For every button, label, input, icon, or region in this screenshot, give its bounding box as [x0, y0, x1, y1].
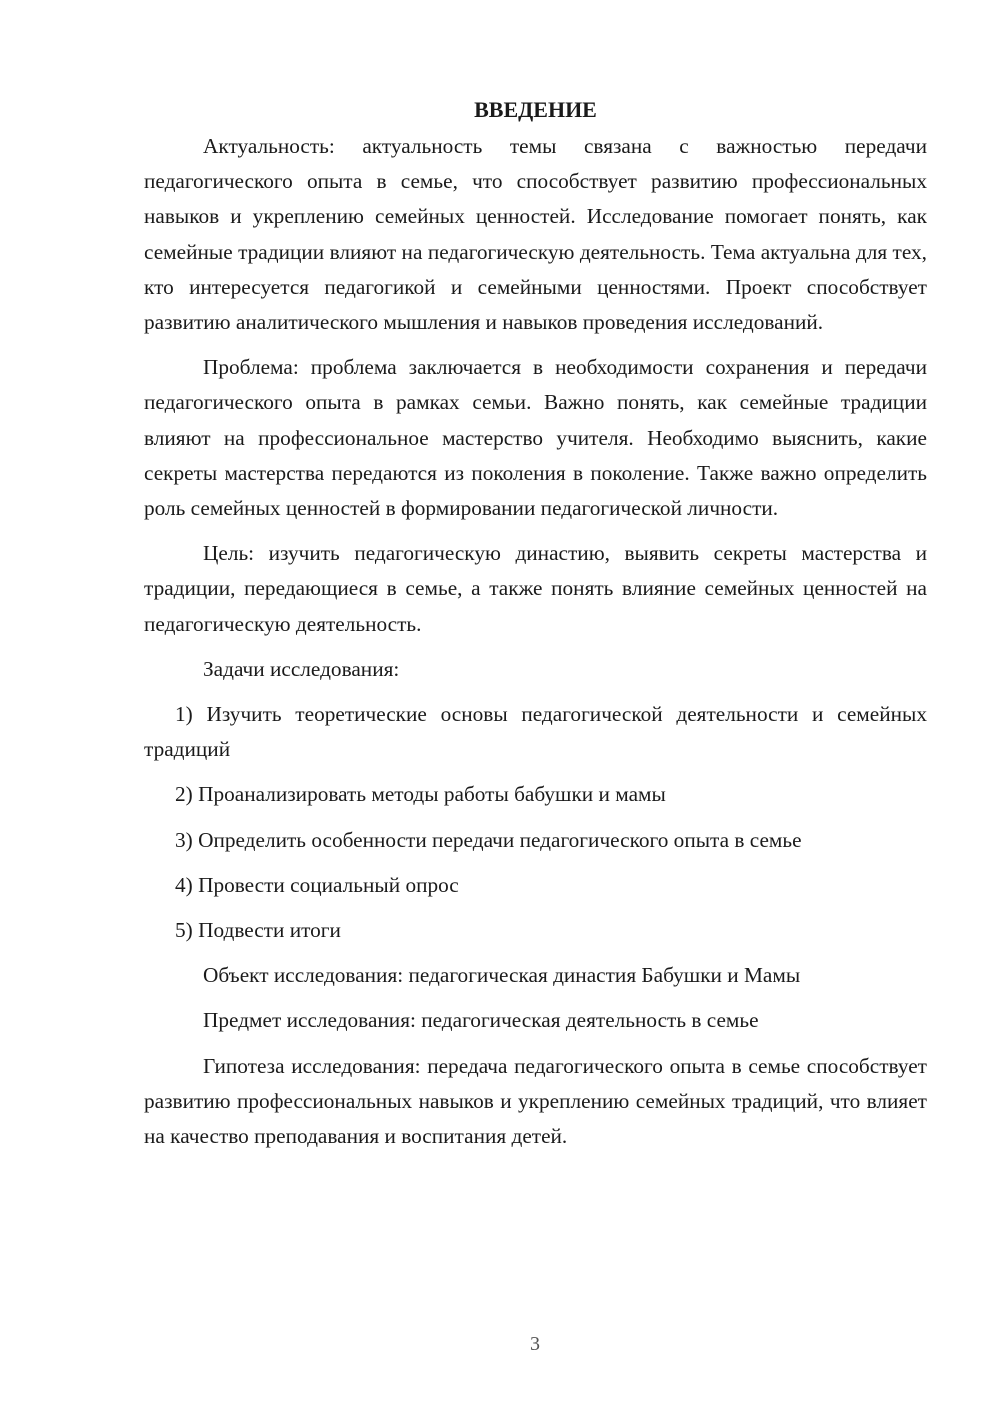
object-paragraph: Объект исследования: педагогическая династия Бабушки и Мамы	[203, 963, 801, 988]
subject-paragraph: Предмет исследования: педагогическая деятельность в семье	[203, 1008, 759, 1033]
goal-paragraph: Цель: изучить педагогическую династию, выявить секреты мастерства и традиции, передающиеся в семье, а также понять влияние семейных ценностей на педагогическую деятельность.	[144, 541, 927, 636]
task-item-3: 3) Определить особенности передачи педагогического опыта в семье	[175, 827, 802, 852]
task-item-4: 4) Провести социальный опрос	[175, 872, 459, 897]
task-item-2: 2) Проанализировать методы работы бабушки и мамы	[175, 782, 666, 807]
task-item-5: 5) Подвести итоги	[175, 918, 341, 943]
relevance-paragraph: Актуальность: актуальность темы связана с важностью передачи педагогического опыта в семье, что способствует развитию профессиональных навыков и укреплению семейных ценностей. Исследование помогает понять, как семейные традиции влияют на педагогическую деятельность. Тема актуальна для тех, кто интересуется педагогикой и семейными ценностями. Проект способствует развитию аналитического мышления и навыков проведения исследований.	[144, 134, 927, 335]
tasks-heading: Задачи исследования:	[203, 656, 400, 681]
page-number: 3	[530, 1333, 540, 1355]
task-item-1: 1) Изучить теоретические основы педагогической деятельности и семейных традиций	[144, 702, 927, 762]
problem-paragraph: Проблема: проблема заключается в необходимости сохранения и передачи педагогического опыта в рамках семьи. Важно понять, как семейные традиции влияют на профессиональное мастерство учителя. Необходимо выяснить, какие секреты мастерства передаются из поколения в поколение. Также важно определить роль семейных ценностей в формировании педагогической личности.	[144, 355, 927, 521]
section-heading: ВВЕДЕНИЕ	[474, 97, 597, 122]
hypothesis-paragraph: Гипотеза исследования: передача педагогического опыта в семье способствует развитию профессиональных навыков и укреплению семейных традиций, что влияет на качество преподавания и воспитания детей.	[144, 1053, 927, 1149]
document-page	[144, 92, 927, 1164]
